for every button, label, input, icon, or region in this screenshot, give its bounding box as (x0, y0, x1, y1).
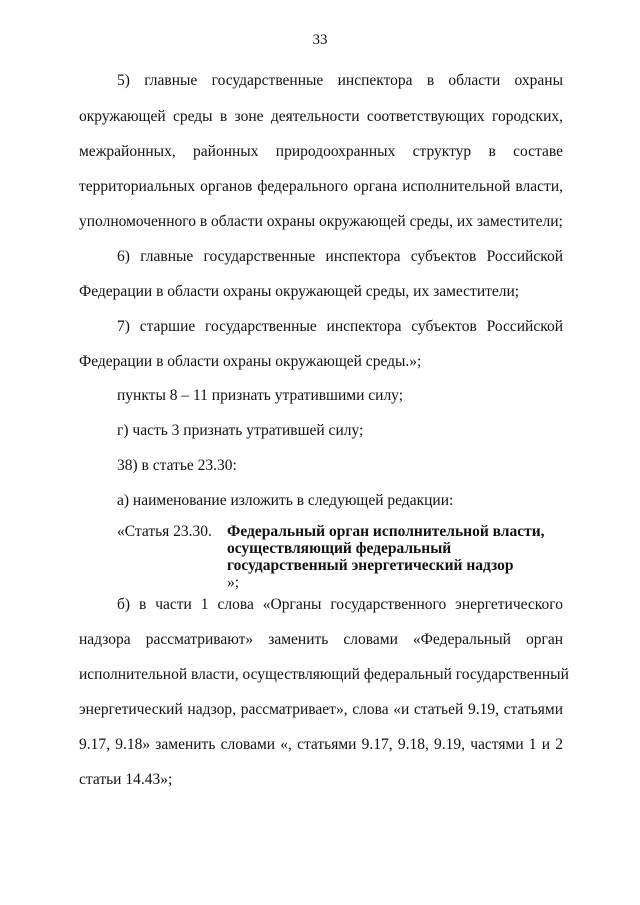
text-line: 38) в статье 23.30: (117, 457, 237, 474)
text-line: г) часть 3 признать утратившей силу; (117, 422, 364, 439)
text-line: пункты 8 – 11 признать утратившими силу; (117, 387, 404, 404)
article-title-line: Федеральный орган исполнительной власти, (227, 523, 545, 540)
text-line: территориальных органов федерального органа исполнительной власти, (79, 178, 563, 195)
text-line: а) наименование изложить в следующей редакции: (117, 492, 454, 509)
text-line: 5) главные государственные инспектора в области охраны (117, 72, 563, 89)
text-line: межрайонных, районных природоохранных структур в составе (79, 143, 563, 160)
article-title-line: государственный энергетический надзор »; (227, 557, 563, 591)
article-title (227, 523, 563, 591)
text-line: уполномоченного в области охраны окружающей среды, их заместители; (79, 213, 563, 230)
text-line: надзора рассматривают» заменить словами «Федеральный орган (79, 631, 563, 648)
text-line: окружающей среды в зоне деятельности соответствующих городских, (79, 108, 563, 125)
text-line: Федерации в области охраны окружающей среды.»; (79, 353, 422, 370)
text-line: статьи 14.43»; (79, 771, 173, 788)
text-line: 7) старшие государственные инспектора субъектов Российской (117, 318, 563, 335)
text-line: энергетический надзор, рассматривает», слова «и статьей 9.19, статьями (79, 701, 563, 718)
text-line: б) в части 1 слова «Органы государственного энергетического (117, 596, 563, 613)
text-line: 9.17, 9.18» заменить словами «, статьями 9.17, 9.18, 9.19, частями 1 и 2 (79, 736, 563, 753)
page-number: 33 (312, 32, 328, 48)
article-label: «Статья 23.30. (117, 523, 212, 540)
article-title-line: осуществляющий федеральный (227, 540, 452, 557)
text-line: 6) главные государственные инспектора субъектов Российской (117, 248, 563, 265)
article-title-tail: »; (227, 574, 240, 591)
text-line: Федерации в области охраны окружающей среды, их заместители; (79, 283, 520, 300)
text-line: исполнительной власти, осуществляющий федеральный государственный (79, 666, 569, 683)
